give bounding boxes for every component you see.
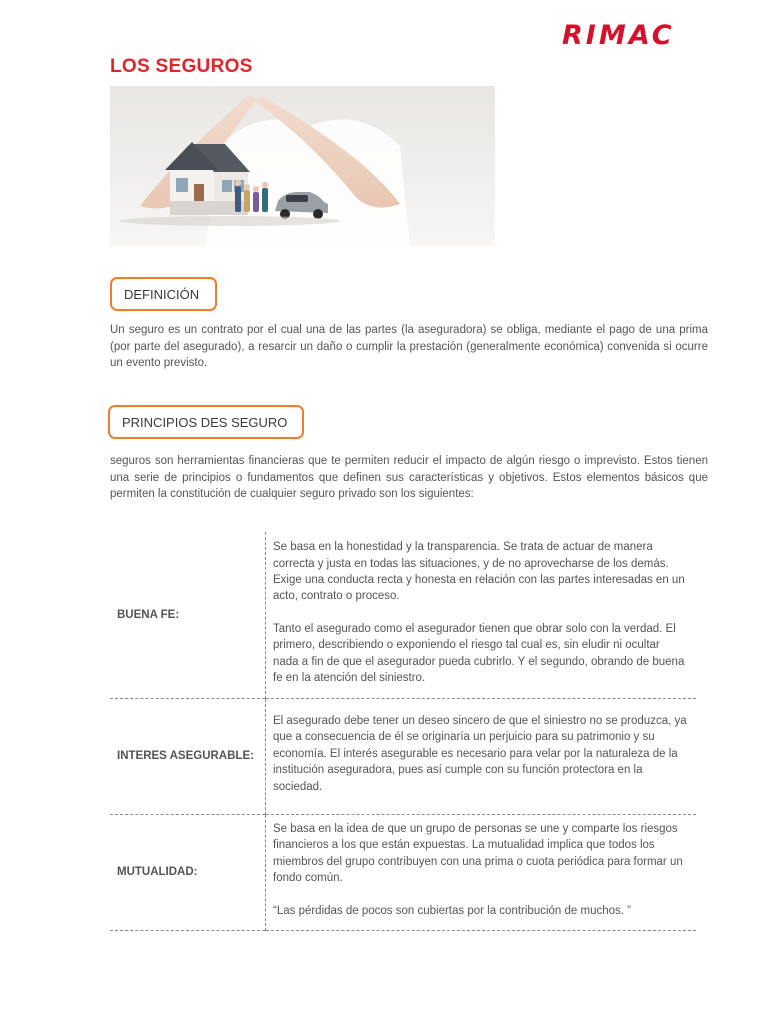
principle-description [266,532,697,698]
principle-term: MUTUALIDAD: [117,865,198,878]
principle-description [266,814,697,930]
principle-paragraph: Se basa en la honestidad y la transparencia. Se trata de actuar de manera correcta y justa en todas las situaciones, y de no aprovecharse de los demás. Exige una conducta recta y honesta en relación con las partes interesadas en un acto, contrato o proceso. [273,541,685,603]
rimac-logo: RIMAC [562,20,675,51]
principles-table [110,532,696,931]
principles-label: PRINCIPIOS DES SEGURO [108,405,304,439]
table-row [110,814,696,930]
principle-paragraph: “Las pérdidas de pocos son cubiertas por la contribución de muchos. ” [273,904,631,917]
principle-description [266,698,697,814]
definition-text: Un seguro es un contrato por el cual una de las partes (la aseguradora) se obliga, mediante el pago de una prima (por parte del asegurado), a resarcir un daño o cumplir la prestación (generalmente económica) convenida si ocurre un evento previsto. [110,324,708,369]
principle-paragraph: El asegurado debe tener un deseo sincero de que el siniestro no se produzca, ya que a consecuencia de él se originaría un perjuicio para su patrimonio y su economía. El interés asegurable es necesario para velar por la naturaleza de la institución aseguradora, pues así cumple con su función protectora en la sociedad. [273,714,687,793]
insurance-photo [110,86,495,246]
objective-box-shadow [500,86,702,244]
table-row [110,698,696,814]
page-title: LOS SEGUROS [110,56,253,77]
principle-paragraph: Tanto el asegurado como el asegurador tienen que obrar solo con la verdad. El primero, describiendo o exponiendo el riesgo tal cual es, sin eludir ni ocultar nada a fin de que el asegurador pueda cubrirlo. Y el segundo, obrando de buena fe en la atención del siniestro. [273,622,685,684]
principle-term: BUENA FE: [117,608,180,621]
principle-term: INTERES ASEGURABLE: [117,749,254,762]
principle-paragraph: Se basa en la idea de que un grupo de personas se une y comparte los riesgos financieros a los que están expuestas. La mutualidad implica que todos los miembros del grupo contribuyen con una prima o cuota periódica para formar un fondo común. [273,822,683,885]
definition-label: DEFINICIÓN [110,277,217,311]
table-row [110,532,696,698]
principles-intro: seguros son herramientas financieras que te permiten reducir el impacto de algún riesgo o imprevisto. Estos tienen una serie de principios o fundamentos que definen sus características y objetivos. Estos elementos básicos que permiten la constitución de cualquier seguro privado son los siguientes: [110,455,708,500]
